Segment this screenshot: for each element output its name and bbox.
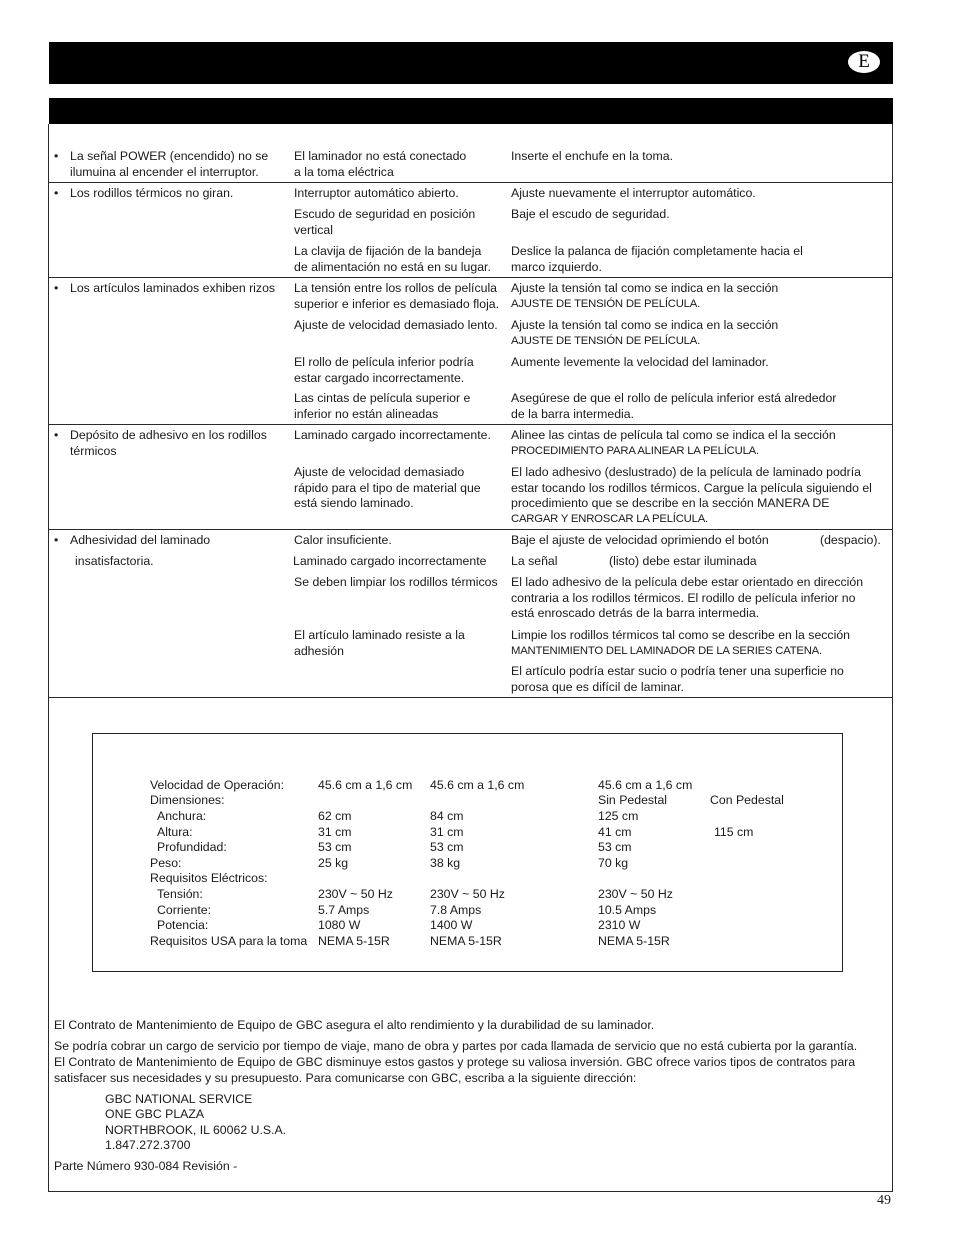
cause-text: Ajuste de velocidad demasiado lento. [294,318,498,332]
spec-value: 45.6 cm a 1,6 cm [318,778,413,792]
solution-text: MANTENIMIENTO DEL LAMINADOR DE LA SERIES CATENA. [511,644,822,657]
spec-subheader: Sin Pedestal [598,793,668,807]
cause-text: adhesión [294,643,344,658]
spec-label: Tensión: [157,887,203,901]
solution-text: Limpie los rodillos térmicos tal como se describe en la sección [511,628,850,642]
spec-value: 53 cm [318,840,352,854]
spec-value: 230V ~ 50 Hz [430,887,505,901]
bullet-icon: • [54,186,59,200]
solution-text: Baje el ajuste de velocidad oprimiendo el botón [511,533,769,547]
spec-value: 1080 W [318,918,361,932]
spec-subheader: Con Pedestal [710,793,784,807]
service-paragraph-2-line-3: satisfacer sus necesidades y su presupuesto. Para comunicarse con GBC, escriba a la siguiente dirección: [54,1071,637,1085]
solution-text: Deslice la palanca de fijación completamente hacia el [511,244,803,258]
solution-text: El lado adhesivo de la película debe estar orientado en dirección [511,575,864,589]
spec-value: 53 cm [598,840,632,854]
solution-text: está enroscado detrás de la barra intermedia. [511,606,760,621]
spec-value: 62 cm [318,809,352,823]
spec-label: Dimensiones: [150,793,225,807]
spec-value: 25 kg [318,856,349,870]
spec-value: 5.7 Amps [318,903,370,917]
row-divider [48,529,893,530]
spec-value: 45.6 cm a 1,6 cm [430,778,525,792]
cause-text: inferior no están alineadas [294,406,439,421]
cause-text: está siendo laminado. [294,496,414,511]
section-title-bar [49,98,893,124]
problem-text: Los rodillos térmicos no giran. [70,186,234,200]
cause-text: a la toma eléctrica [294,164,394,179]
solution-text: AJUSTE DE TENSIÓN DE PELÍCULA. [511,297,701,310]
row-divider [48,697,893,698]
spec-label: Anchura: [157,809,207,823]
spec-value: 70 kg [598,856,629,870]
bullet-icon: • [54,149,59,163]
problem-text: insatisfactoria. [75,554,154,568]
solution-text: PROCEDIMIENTO PARA ALINEAR LA PELÍCULA. [511,444,759,457]
spec-value: 230V ~ 50 Hz [318,887,393,901]
spec-value: 31 cm [318,825,352,839]
cause-text: El artículo laminado resiste a la [294,628,465,642]
spec-value: 53 cm [430,840,464,854]
spec-value: 84 cm [430,809,464,823]
solution-text: (despacio). [820,533,881,547]
solution-text: contraria a los rodillos térmicos. El rodillo de película inferior no [511,590,856,605]
cause-text: Escudo de seguridad en posición [294,207,476,221]
solution-text: Inserte el enchufe en la toma. [511,149,674,163]
row-divider [48,424,893,425]
spec-value: 125 cm [598,809,639,823]
cause-text: Calor insuficiente. [294,533,392,547]
spec-label: Profundidad: [157,840,227,854]
cause-text: El rollo de película inferior podría [294,355,474,369]
solution-text: Baje el escudo de seguridad. [511,207,670,221]
spec-label: Requisitos USA para la toma [150,934,308,948]
cause-text: rápido para el tipo de material que [294,480,481,495]
cause-text: de alimentación no está en su lugar. [294,259,491,274]
page-number: 49 [877,1193,891,1208]
cause-text: vertical [294,222,333,237]
spec-value: NEMA 5-15R [598,934,670,948]
solution-text: El artículo podría estar sucio o podría tener una superficie no [511,664,844,678]
cause-text: Laminado cargado incorrectamente. [294,428,491,442]
spec-label: Velocidad de Operación: [150,778,284,792]
solution-text: El lado adhesivo (deslustrado) de la película de laminado podría [511,465,861,479]
solution-text: porosa que es difícil de laminar. [511,679,684,694]
header-bar [49,42,893,84]
cause-text: estar cargado incorrectamente. [294,370,465,385]
bullet-icon: • [54,428,59,442]
problem-text: Depósito de adhesivo en los rodillos [70,428,267,442]
address-line: GBC NATIONAL SERVICE [105,1092,253,1106]
problem-text: La señal POWER (encendido) no se [70,149,269,163]
spec-value: NEMA 5-15R [318,934,390,948]
cause-text: superior e inferior es demasiado floja. [294,296,500,311]
cause-text: La tensión entre los rollos de película [294,281,498,295]
address-line: ONE GBC PLAZA [105,1107,205,1121]
cause-text: El laminador no está conectado [294,149,467,163]
solution-text: Ajuste la tensión tal como se indica en la sección [511,318,779,332]
solution-text: Ajuste la tensión tal como se indica en la sección [511,281,779,295]
bullet-icon: • [54,281,59,295]
spec-label: Peso: [150,856,182,870]
service-paragraph-2-line-1: Se podría cobrar un cargo de servicio por tiempo de viaje, mano de obra y partes por cada llamada de servicio que no está cubierta por la garantía. [54,1039,858,1053]
bullet-icon: • [54,533,59,547]
row-divider [48,277,893,278]
cause-text: Laminado cargado incorrectamente [293,554,487,568]
solution-text: CARGAR Y ENROSCAR LA PELÍCULA. [511,512,708,525]
language-badge: E [848,51,880,73]
spec-label: Altura: [157,825,193,839]
spec-value: 41 cm [598,825,632,839]
spec-label: Corriente: [157,903,211,917]
service-paragraph-2-line-2: El Contrato de Mantenimiento de Equipo de GBC disminuye estos gastos y protege su valiosa inversión. GBC ofrece varios tipos de contratos para [54,1055,856,1069]
spec-value: 115 cm [714,825,754,839]
cause-text: Las cintas de película superior e [294,391,471,405]
spec-value: 45.6 cm a 1,6 cm [598,778,693,792]
cause-text: La clavija de fijación de la bandeja [294,244,482,258]
address-line: NORTHBROOK, IL 60062 U.S.A. [105,1123,287,1137]
spec-value: NEMA 5-15R [430,934,502,948]
spec-value: 31 cm [430,825,464,839]
solution-text: marco izquierdo. [511,259,602,274]
solution-text: Alinee las cintas de película tal como se indica el la sección [511,428,836,442]
service-paragraph-1: El Contrato de Mantenimiento de Equipo de GBC asegura el alto rendimiento y la durabilidad de su laminador. [54,1018,655,1032]
solution-text: Asegúrese de que el rollo de película inferior está alrededor [511,391,837,405]
row-divider [48,182,893,183]
spec-label: Requisitos Eléctricos: [150,871,268,885]
spec-value: 10.5 Amps [598,903,657,917]
cause-text: Ajuste de velocidad demasiado [294,465,465,479]
solution-text: Ajuste nuevamente el interruptor automático. [511,186,756,200]
spec-value: 38 kg [430,856,461,870]
spec-value: 1400 W [430,918,473,932]
problem-text: ilumuina al encender el interruptor. [70,164,259,179]
part-number: Parte Número 930-084 Revisión - [54,1159,238,1173]
solution-text: estar tocando los rodillos térmicos. Cargue la película siguiendo el [511,480,872,495]
solution-text: (listo) debe estar iluminada [609,554,757,568]
solution-text: procedimiento que se describe en la sección MANERA DE [511,496,830,511]
problem-text: térmicos [70,443,117,458]
spec-value: 2310 W [598,918,641,932]
spec-value: 7.8 Amps [430,903,482,917]
phone-number: 1.847.272.3700 [105,1138,191,1152]
solution-text: de la barra intermedia. [511,406,635,421]
cause-text: Interruptor automático abierto. [294,186,459,200]
solution-text: Aumente levemente la velocidad del laminador. [511,355,769,369]
spec-label: Potencia: [157,918,209,932]
solution-text: La señal [511,554,558,568]
solution-text: AJUSTE DE TENSIÓN DE PELÍCULA. [511,334,701,347]
spec-value: 230V ~ 50 Hz [598,887,673,901]
problem-text: Adhesividad del laminado [70,533,211,547]
cause-text: Se deben limpiar los rodillos térmicos [294,575,498,589]
problem-text: Los artículos laminados exhiben rizos [70,281,276,295]
